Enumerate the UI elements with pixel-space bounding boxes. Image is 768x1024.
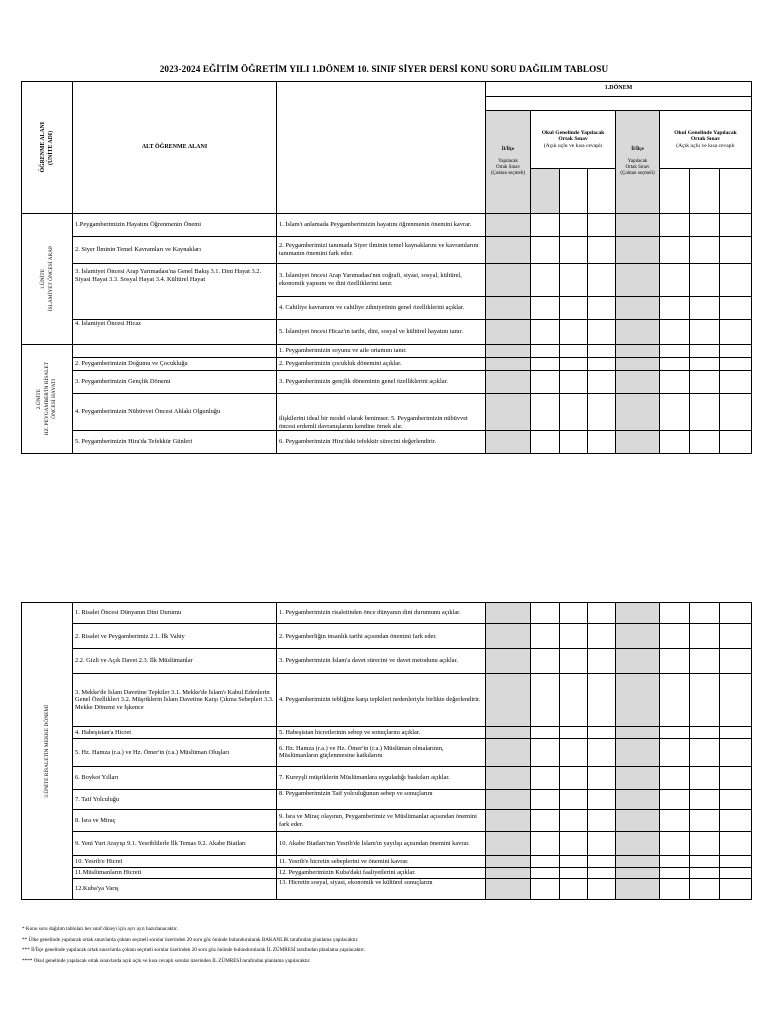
table-row: 5. Hz. Hamza (r.a.) ve Hz. Ömer'in (r.a.) Müslüman Oluşları [73,739,277,766]
table-row: 10. Akabe Biatları'nın Yesrib'de İslam'ın yayılışı açısından önemini kavrar. [277,832,486,856]
school-exam-header-1: Okul Genelinde Yapılacak Ortak Sınav (Açık uçlu ve kısa cevaplı [531,111,616,169]
table-row: 13. Hicretin sosyal, siyasi, ekonomik ve kültürel sonuçlarını [277,878,486,899]
term-header: 1.DÖNEM [486,82,752,97]
table-row: 10. Yesrib'e Hicret [73,856,277,867]
table-row: 2. Peygamberimizin Doğumu ve Çocukluğu [73,358,277,371]
table-row: 1. İslam'ı anlamada Peygamberimizin hayatını öğrenmenin önemini kavrar. [277,214,486,237]
school-exam-header-2: Okul Genelinde Yapılacak Ortak Sınav (Açık uçlu ve kısa cevaplı [660,111,752,169]
table-row: 8. Peygamberimizin Taif yolculuğunun sebep ve sonuçlarını [277,789,486,809]
table-row [73,345,277,358]
table-row: 1. Risalet Öncesi Dünyanın Dini Durumu [73,603,277,624]
distribution-table-top [21,81,752,454]
table-row: 12.Kuba'ya Varış [73,878,277,899]
table-row: 1.Peygamberimizin Hayatını Öğrenmenin Önemi [73,214,277,237]
table-row: 3. Peygamberimizin İslam'a davet sürecini ve davet metodunu açıklar. [277,649,486,673]
table-row: 3. Peygamberimizin gençlik döneminin genel özelliklerini açıklar. [277,371,486,394]
table-row: 9. Yeni Yurt Arayışı 9.1. Yesriblilerle İlk Temas 9.2. Akabe Biatları [73,832,277,856]
table-row: 6. Hz. Hamza (r.a.) ve Hz. Ömer'in (r.a.) Müslüman olmalarının, Müslümanların güçlenmesine katkılarını [277,739,486,766]
table-row: ilişkilerini ideal bir model olarak benimser. 5. Peygamberimizin nübüvvet öncesi erdemli davranışlarını kendine örnek alır. [277,394,486,431]
table-row: 8. İsra ve Miraç [73,810,277,832]
footnote: ** Ülke genelinde yapılacak ortak sınavlarda çoktan seçmeli sorular üzerinden 20 soru göz önünde bulundurularak BAKANLIK tarafından planlama yapılacaktır. [22,936,359,943]
table-row: 6. Boykot Yılları [73,766,277,789]
table-row: 4. Peygamberimizin Nübüvvet Öncesi Ahlaki Olgunluğu [73,394,277,431]
table-row: 2.2. Gizli ve Açık Davet 2.3. İlk Müslümanlar [73,649,277,673]
table-row: 7. Kureyşli müşriklerin Müslümanlara uyguladığı baskıları açıklar. [277,766,486,789]
table-row: 1. Peygamberimizin soyunu ve aile ortamını tanır. [277,345,486,358]
learning-area-header-cell [22,82,73,214]
learning-area-header: ÖĞRENME ALANI [39,122,46,173]
table-row: 3. Peygamberimizin Gençlik Dönemi [73,371,277,394]
footnote: * Konu soru dağılım tabloları her sınıf düzeyi için ayrı ayrı hazırlanacaktır. [22,926,178,932]
unit-name-header: (ÜNİTE ADI) [47,130,54,165]
il-ilce-exam-header-2: İl/İlçe Yapılacak Ortak Sınav (Çoktan seçmeli) [616,111,660,214]
unit-2-label: 2.ÜNİTE HZ. PEYGAMBER'İN RİSALET ÖNCESİ HAYATI [22,345,73,454]
term-subheader [486,97,752,111]
unit-3-label: 3.ÜNİTE RİSALETİN MEKKE DÖNEMİ [22,603,73,900]
footnote: *** İl/İlçe genelinde yapılacak ortak sınavlarda çoktan seçmeli sorular üzerinden 20 soru göz önünde bulundurularak İL ZÜMRESİ tarafından planlama yapılacaktır. [22,947,365,954]
table-row: 9. İsra ve Miraç olayının, Peygamberimiz ve Müslümanlar açısından önemini fark eder. [277,810,486,832]
distribution-table-bottom [21,602,752,900]
table-row: 1. Peygamberimizin risaletinden önce dünyanın dini durumunu açıklar. [277,603,486,624]
table-row: 3. Mekke'de İslam Davetine Tepkiler 3.1. Mekke'de İslam'ı Kabul Edenlerin Genel Özellikleri 3.2. Müşriklerin İslam Davetine Karşı Çıkma Sebepleri 3.3. Mekke Dönemi ve İşkence [73,673,277,727]
table-row: 5. Peygamberimizin Hira'da Tefekkür Günleri [73,431,277,454]
outcome-header [277,82,486,214]
table-row: 12. Peygamberimizin Kuba'daki faaliyetlerini açıklar. [277,867,486,878]
table-row: 4. Cahiliye kavramını ve cahiliye zihniyetinin genel özelliklerini açıklar. [277,297,486,320]
table-row: 2. Peygamberliğin insanlık tarihi açısından önemini fark eder. [277,624,486,649]
table-row: 2. Peygamberimizi tanımada Siyer ilminin temel kaynaklarını ve kavramlarını tanımanın önemini fark eder. [277,237,486,264]
unit-1-label: 1.ÜNİTE İSLAMİYET ÖNCESİ ARAP [22,214,73,345]
table-row: 2. Risalet ve Peygamberimiz 2.1. İlk Vahiy [73,624,277,649]
table-row: 3. İslamiyet öncesi Arap Yarımadası'nın coğrafi, siyasi, sosyal, kültürel, ekonomik yapısını ve dini özelliklerini tanır. [277,264,486,297]
footnote: **** Okul genelinde yapılacak ortak sınavlarda açık uçlu ve kısa cevaplı sorular üzerinden İL ZÜMRESİ tarafından planlama yapılacaktır. [22,957,311,964]
table-row: 6. Peygamberimizin Hira'daki tefekkür sürecini değerlendirir. [277,431,486,454]
table-row: 4. Peygamberimizin tebliğine karşı tepkileri nedenleriyle birlikte değerlendirir. [277,673,486,727]
table-row: 4. İslamiyet Öncesi Hicaz [73,320,277,345]
il-ilce-exam-header: İl/İlçe Yapılacak Ortak Sınav (Çoktan seçmeli) [486,111,531,214]
table-row: 3. İslamiyet Öncesi Arap Yarımadası'na Genel Bakış 3.1. Dini Hayat 3.2. Siyasi Hayat 3.3. Sosyal Hayat 3.4. Kültürel Hayat [73,264,277,320]
footnotes [22,924,365,966]
table-row: 5. İslamiyet öncesi Hicaz'ın tarihi, dini, sosyal ve kültürel hayatını tanır. [277,320,486,345]
sub-learning-area-header: ALT ÖĞRENME ALANI [73,82,277,214]
table-row: 2. Siyer İlminin Temel Kavramları ve Kaynakları [73,237,277,264]
table-row: 2. Peygamberimizin çocukluk dönemini açıklar. [277,358,486,371]
table-row: 5. Habeşistan hicretlerinin sebep ve sonuçlarını açıklar. [277,727,486,739]
table-row: 4. Habeşistan'a Hicret [73,727,277,739]
table-row: 7. Taif Yolculuğu [73,789,277,809]
table-row: 11.Müslümanların Hicreti [73,867,277,878]
table-row: 11. Yesrib'e hicretin sebeplerini ve önemini kavrar. [277,856,486,867]
page-title: 2023-2024 EĞİTİM ÖĞRETİM YILI 1.DÖNEM 10. SINIF SİYER DERSİ KONU SORU DAĞILIM TABLOSU [159,64,609,74]
